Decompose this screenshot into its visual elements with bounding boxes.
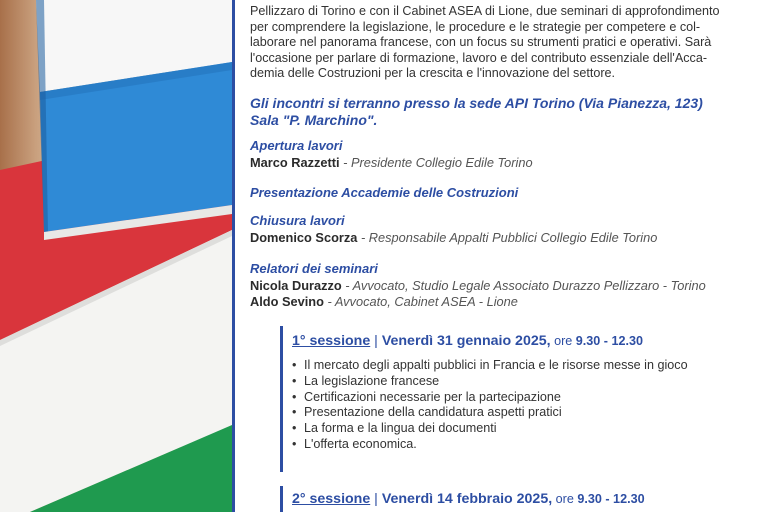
session-ore: ore [550,334,576,348]
session-hours: 9.30 - 12.30 [575,334,643,348]
session-date: Venerdì 14 febbraio 2025, [381,491,553,507]
list-item: • Certificazioni necessarie per la partecipazione [292,390,732,406]
relatore-2 [250,294,518,310]
intro-line: Pellizzaro di Torino e con il Cabinet ASEA di Lione, due seminari di approfondimento [250,4,720,18]
list-item: • Presentazione della candidatura aspetti pratici [292,405,732,421]
flag-books-illustration [0,0,232,512]
relatori-heading: Relatori dei seminari [250,261,378,276]
seminar-details [250,0,750,512]
session-1-topics [292,358,732,453]
speaker-role: - Avvocato, Cabinet ASEA - Lione [323,294,518,309]
session-date: Venerdì 31 gennaio 2025, [381,333,551,349]
session-2-title [292,490,645,508]
session-separator: | [370,333,382,349]
session-number: 2° sessione [292,491,371,507]
session-number: 1° sessione [292,333,371,349]
session-1-bar [280,326,283,472]
list-item: • L'offerta economica. [292,437,732,453]
speaker-name: Aldo Sevino [250,294,324,309]
list-item: • La legislazione francese [292,374,732,390]
speaker-role: - Avvocato, Studio Legale Associato Durazzo Pellizzaro - Torino [341,278,706,293]
venue-address: Gli incontri si terranno presso la sede API Torino (Via Pianezza, 123) [250,95,703,111]
intro-line: laborare nel panorama francese, con un focus su strumenti pratici e operativi. Sarà [250,35,712,50]
speaker-role: - Responsabile Appalti Pubblici Collegio Edile Torino [357,230,658,245]
speaker-name: Marco Razzetti [250,155,340,170]
session-2-bar [280,486,283,512]
intro-line: demia delle Costruzioni per la crescita e l'innovazione del settore. [250,66,616,81]
apertura-speaker [250,155,533,171]
speaker-role: - Presidente Collegio Edile Torino [339,155,533,170]
session-ore: ore [552,492,578,506]
chiusura-speaker [250,230,657,246]
session-separator: | [370,491,382,507]
intro-line: l'occasione per parlare di formazione, lavoro e del contributo essenziale dell'Acca- [250,50,708,65]
list-item: • Il mercato degli appalti pubblici in Francia e le risorse messe in gioco [292,358,732,374]
list-item: • La forma e la lingua dei documenti [292,421,732,437]
session-1-title [292,332,643,350]
speaker-name: Nicola Durazzo [250,278,342,293]
cover-photo [0,0,232,512]
venue-info [250,95,750,129]
intro-paragraph [250,4,750,82]
presentazione-heading: Presentazione Accademie delle Costruzioni [250,185,519,200]
venue-room: Sala "P. Marchino". [250,112,378,128]
speaker-name: Domenico Scorza [250,230,358,245]
chiusura-heading: Chiusura lavori [250,213,345,228]
relatore-1 [250,278,706,294]
intro-line: per comprendere la legislazione, le procedure e le strategie per competere e col- [250,19,701,34]
apertura-heading: Apertura lavori [250,138,343,153]
vertical-divider [232,0,235,512]
session-hours: 9.30 - 12.30 [577,492,645,506]
